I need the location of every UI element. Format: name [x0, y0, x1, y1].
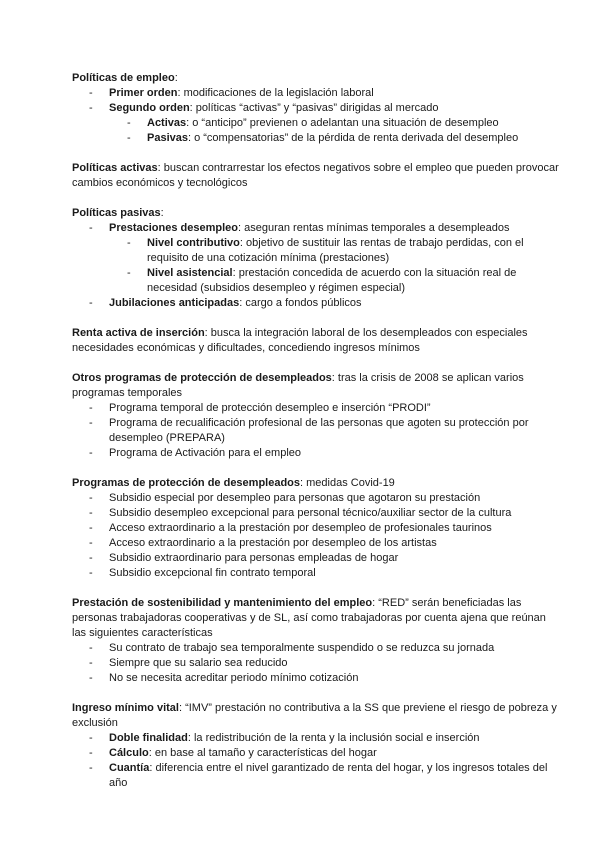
item-term: Segundo orden — [109, 102, 190, 114]
item-term: Cálculo — [109, 747, 149, 759]
list-item: - Su contrato de trabajo sea temporalmente suspendido o se reduzca su jornada — [89, 642, 495, 654]
item-text: Subsidio especial por desempleo para personas que agotaron su prestación — [109, 492, 481, 504]
section-heading: Políticas activas — [72, 162, 158, 174]
item-text: : o “anticipo” previenen o adelantan una situación de desempleo — [186, 117, 499, 129]
item-text: Acceso extraordinario a la prestación por desempleo de los artistas — [109, 537, 437, 549]
section-otros-programas — [72, 371, 560, 461]
item-text: : cargo a fondos públicos — [239, 297, 362, 309]
list-item: - Subsidio especial por desempleo para personas que agotaron su prestación — [89, 492, 481, 504]
section-ingreso-minimo-vital — [72, 701, 560, 791]
list-item: - Siempre que su salario sea reducido — [89, 657, 288, 669]
section-covid-programas — [72, 476, 560, 581]
section-heading: Prestación de sostenibilidad y mantenimiento del empleo — [72, 597, 373, 609]
item-text: Programa de Activación para el empleo — [109, 447, 301, 459]
item-text: Programa temporal de protección desempleo e inserción “PRODI” — [109, 402, 431, 414]
item-term: Cuantía — [109, 762, 150, 774]
item-term: Nivel contributivo — [147, 237, 240, 249]
list-item: - Programa de recualificación profesional de las personas que agoten su protección por desempleo (PREPARA) — [89, 417, 529, 444]
item-text: Siempre que su salario sea reducido — [109, 657, 288, 669]
section-text: : tras la crisis de 2008 se aplican varios programas temporales — [72, 372, 524, 399]
section-heading-line — [72, 206, 560, 221]
item-text: Subsidio excepcional fin contrato temporal — [109, 567, 316, 579]
section-text: : “RED” serán beneficiadas las personas trabajadoras cooperativas y de SL, así como trabajadoras por cuenta ajena que reúnan las siguientes características — [72, 597, 546, 639]
sub-list-item: - Nivel asistencial: prestación concedida de acuerdo con la situación real de necesidad (subsidios desempleo y régimen especial) — [127, 267, 517, 294]
item-text: No se necesita acreditar periodo mínimo cotización — [109, 672, 359, 684]
item-text: Subsidio extraordinario para personas empleadas de hogar — [109, 552, 399, 564]
list-item: - Prestaciones desempleo: aseguran rentas mínimas temporales a desempleados — [89, 222, 510, 234]
section-heading: Políticas pasivas — [72, 207, 161, 219]
item-text: : aseguran rentas mínimas temporales a desempleados — [238, 222, 510, 234]
item-term: Activas — [147, 117, 187, 129]
item-text: : prestación concedida de acuerdo con la situación real de necesidad (subsidios desempleo y régimen especial) — [147, 267, 517, 294]
list-item: - Doble finalidad: la redistribución de la renta y la inclusión social e inserción — [89, 732, 480, 744]
item-text: : en base al tamaño y características del hogar — [148, 747, 377, 759]
item-text: : la redistribución de la renta y la inclusión social e inserción — [187, 732, 480, 744]
list-item: - Programa de Activación para el empleo — [89, 447, 301, 459]
list-item: - Programa temporal de protección desempleo e inserción “PRODI” — [89, 402, 431, 414]
section-paragraph — [72, 701, 560, 731]
item-term: Nivel asistencial — [147, 267, 233, 279]
item-term: Doble finalidad — [109, 732, 188, 744]
section-paragraph — [72, 371, 560, 401]
item-term: Primer orden — [109, 87, 178, 99]
list-item: - Jubilaciones anticipadas: cargo a fondos públicos — [89, 297, 362, 309]
section-heading: Renta activa de inserción — [72, 327, 205, 339]
section-heading: Otros programas de protección de desempleados — [72, 372, 332, 384]
section-heading: Políticas de empleo — [72, 72, 175, 84]
section-heading: Ingreso mínimo vital — [72, 702, 179, 714]
list-item: - Cálculo: en base al tamaño y características del hogar — [89, 747, 377, 759]
item-term: Pasivas — [147, 132, 188, 144]
section-paragraph — [72, 161, 560, 191]
sub-list-item: - Nivel contributivo: objetivo de sustituir las rentas de trabajo perdidas, con el requisito de una cotización mínima (prestaciones) — [127, 237, 524, 264]
section-text: : busca la integración laboral de los desempleados con especiales necesidades económicas y dificultades, concediendo ingresos mínimos — [72, 327, 528, 354]
item-text: : objetivo de sustituir las rentas de trabajo perdidas, con el requisito de una cotización mínima (prestaciones) — [147, 237, 524, 264]
list-item: - Acceso extraordinario a la prestación por desempleo de los artistas — [89, 537, 437, 549]
list-item: - Subsidio extraordinario para personas empleadas de hogar — [89, 552, 399, 564]
section-politicas-empleo — [72, 71, 560, 146]
list-item: - No se necesita acreditar periodo mínimo cotización — [89, 672, 359, 684]
section-text: : medidas Covid-19 — [300, 477, 395, 489]
section-renta-activa — [72, 326, 560, 356]
section-text: : — [160, 207, 164, 219]
item-text: : o “compensatorias” de la pérdida de renta derivada del desempleo — [187, 132, 519, 144]
sub-list-item: - Activas: o “anticipo” previenen o adelantan una situación de desempleo — [127, 117, 499, 129]
item-text: : modificaciones de la legislación laboral — [177, 87, 374, 99]
sub-list-item: - Pasivas: o “compensatorias” de la pérdida de renta derivada del desempleo — [127, 132, 519, 144]
item-text: Programa de recualificación profesional de las personas que agoten su protección por desempleo (PREPARA) — [109, 417, 529, 444]
section-politicas-activas — [72, 161, 560, 191]
section-paragraph — [72, 596, 560, 641]
section-paragraph — [72, 476, 560, 491]
list-item: - Segundo orden: políticas “activas” y “pasivas” dirigidas al mercado — [89, 102, 439, 114]
item-term: Jubilaciones anticipadas — [109, 297, 240, 309]
list-item: - Cuantía: diferencia entre el nivel garantizado de renta del hogar, y los ingresos totales del año — [89, 762, 548, 789]
item-term: Prestaciones desempleo — [109, 222, 239, 234]
list-item: - Acceso extraordinario a la prestación por desempleo de profesionales taurinos — [89, 522, 492, 534]
item-text: Acceso extraordinario a la prestación por desempleo de profesionales taurinos — [109, 522, 492, 534]
section-sostenibilidad-empleo — [72, 596, 560, 686]
section-heading: Programas de protección de desempleados — [72, 477, 301, 489]
section-politicas-pasivas — [72, 206, 560, 311]
item-text: : diferencia entre el nivel garantizado de renta del hogar, y los ingresos totales del año — [109, 762, 548, 789]
section-paragraph — [72, 326, 560, 356]
section-text: : buscan contrarrestar los efectos negativos sobre el empleo que pueden provocar cambios económicos y tecnológicos — [72, 162, 559, 189]
item-text: Su contrato de trabajo sea temporalmente suspendido o se reduzca su jornada — [109, 642, 495, 654]
item-text: : políticas “activas” y “pasivas” dirigidas al mercado — [189, 102, 439, 114]
list-item: - Subsidio excepcional fin contrato temporal — [89, 567, 316, 579]
item-text: Subsidio desempleo excepcional para personal técnico/auxiliar sector de la cultura — [109, 507, 512, 519]
list-item: - Primer orden: modificaciones de la legislación laboral — [89, 87, 374, 99]
section-heading-line — [72, 71, 560, 86]
list-item: - Subsidio desempleo excepcional para personal técnico/auxiliar sector de la cultura — [89, 507, 512, 519]
section-text: : — [174, 72, 178, 84]
section-text: : “IMV” prestación no contributiva a la SS que previene el riesgo de pobreza y exclusión — [72, 702, 557, 729]
